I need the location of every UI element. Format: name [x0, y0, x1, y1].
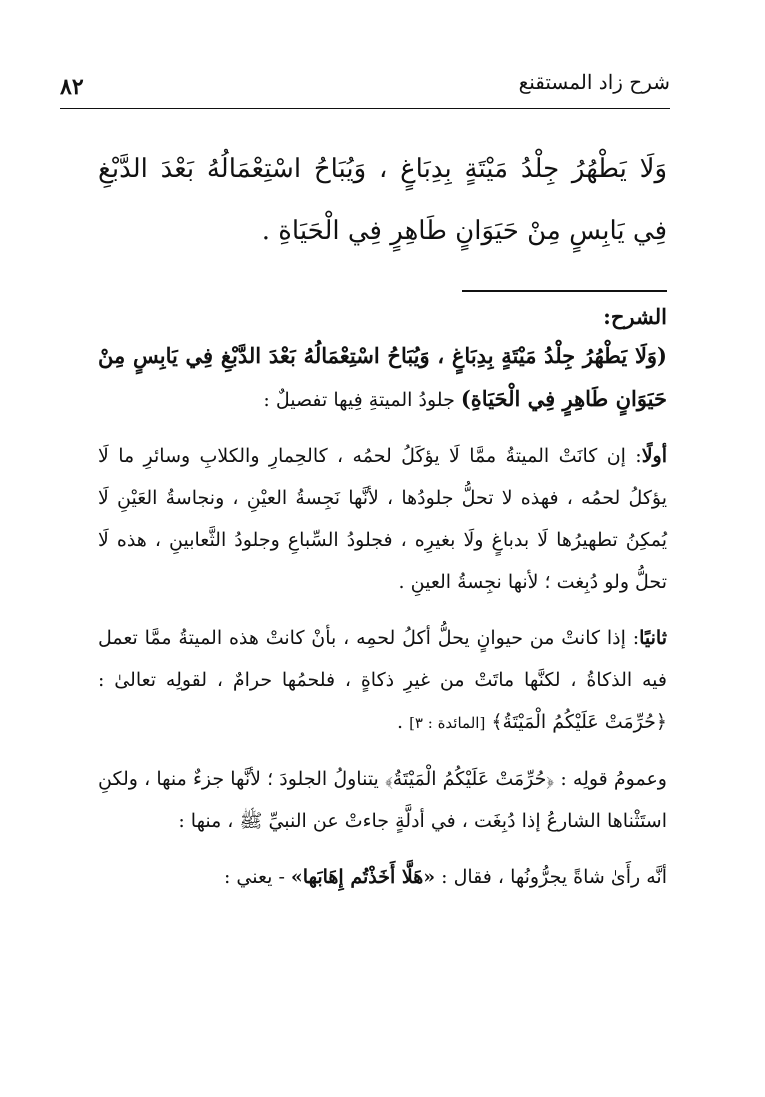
paragraph-second-lead: ثانيًا	[639, 627, 667, 649]
quran-verse-repeat: ﴿حُرِّمَتْ عَلَيْكُمُ الْمَيْتَةُ﴾	[385, 768, 555, 790]
paragraph-second-end: .	[396, 711, 410, 733]
sharh-intro-rest: جلودُ الميتةِ فِيها تفصيلٌ :	[263, 389, 461, 411]
paragraph-fourth-a: أنَّه رأَىٰ شاةً يجرُّونُها ، فقال :	[435, 866, 667, 888]
paragraph-fourth-b: - يعني :	[223, 866, 291, 888]
paragraph-first	[98, 435, 667, 603]
page-body	[98, 138, 667, 912]
sharh-intro	[98, 335, 667, 421]
header-rule	[60, 108, 670, 109]
paragraph-third-b: يتناولُ الجلودَ ؛ لأنَّها جزءٌ منها ، ولكنِ استَثْناها الشارعُ إذا دُبِغَت ، في أدلَّةٍ جاءتْ عن النبيِّ ﷺ ، منها :	[98, 768, 667, 832]
quran-reference: [المائدة : ٣]	[409, 714, 486, 732]
paragraph-second	[98, 617, 667, 744]
matn-text: وَلَا يَطْهُرُ جِلْدُ مَيْتَةٍ بِدِبَاغٍ ، وَيُبَاحُ اسْتِعْمَالُهُ بَعْدَ الدَّبْغِ فِي يَابِسٍ مِنْ حَيَوَانٍ طَاهِرٍ فِي الْحَيَاةِ .	[98, 154, 667, 246]
quran-verse: ﴿حُرِّمَتْ عَلَيْكُمُ الْمَيْتَةُ﴾	[491, 711, 667, 733]
sharh-label: الشرح:	[603, 304, 667, 329]
hadith-quote: «هَلَّا أَخَذْتُم إِهَابَها»	[290, 866, 436, 888]
paragraph-second-text: : إذا كانتْ من حيوانٍ يحلُّ أكلُ لحمِه ، بأنْ كانتْ هذه الميتةُ ممَّا تعمل فيه الذكاةُ ، لكنَّها ماتَتْ من غيرِ ذكاةٍ ، فلحمُها حرامٌ ، لقولِه تعالىٰ :	[98, 627, 667, 691]
paragraph-third-a: وعمومُ قولِه :	[554, 768, 667, 790]
section-separator	[462, 290, 667, 292]
running-header	[60, 64, 670, 104]
page-number: ٨٢	[60, 74, 84, 100]
paragraph-third	[98, 758, 667, 842]
sharh-quoted-matn: (وَلَا يَطْهُرُ جِلْدُ مَيْتَةٍ بِدِبَاغٍ ، وَيُبَاحُ اسْتِعْمَالُهُ بَعْدَ الدَّبْغِ فِي يَابِسٍ مِنْ حَيَوَانٍ طَاهِرٍ فِي الْحَيَاةِ)	[98, 343, 667, 411]
paragraph-fourth	[98, 856, 667, 898]
header-title: شرح زاد المستقنع	[518, 70, 670, 94]
paragraph-first-text: : إن كانَتْ الميتةُ ممَّا لَا يؤكَلُ لحمُه ، كالحِمارِ والكلابِ وسائرِ ما لَا يؤكلُ لحمُه ، فهذه لا تحلُّ جلودُها ، لأنَّها نَجِسةُ العيْنِ ، ونجاسةُ العَيْنِ لَا يُمكِنُ تطهيرُها لَا بدباغٍ ولَا بغيرِه ، فجلودُ السِّباعِ وجلودُ الثَّعابينِ ، هذه لَا تحلُّ ولو دُبِغت ؛ لأنها نجِسةُ العينِ .	[98, 445, 667, 593]
paragraph-first-lead: أولًا	[641, 445, 667, 467]
